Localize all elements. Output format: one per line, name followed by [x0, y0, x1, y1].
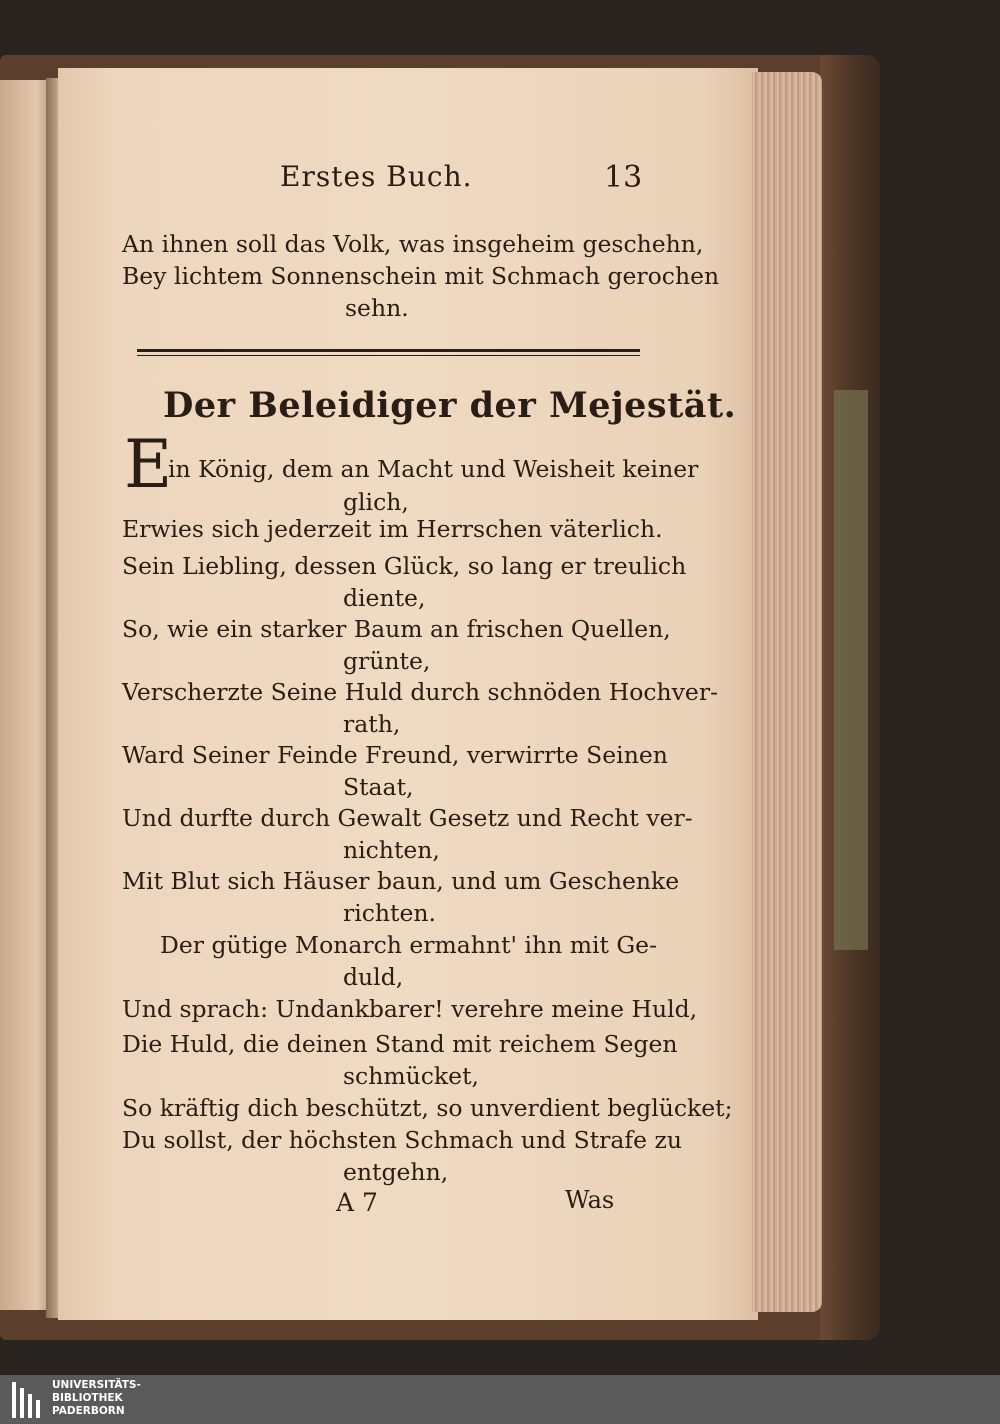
library-name-line: PADERBORN	[52, 1405, 125, 1417]
poem-line: So kräftig dich beschützt, so unverdient beglücket;	[122, 1094, 733, 1122]
running-head: Erstes Buch.	[280, 160, 473, 193]
poem-line: richten.	[343, 899, 437, 927]
poem-line: So, wie ein starker Baum an frischen Quellen,	[122, 615, 671, 643]
text-line: Bey lichtem Sonnenschein mit Schmach gerochen	[122, 262, 720, 290]
poem-line: Sein Liebling, dessen Glück, so lang er treulich	[122, 552, 687, 580]
poem-line: entgehn,	[343, 1158, 449, 1186]
left-page-edge	[0, 80, 52, 1310]
poem-line: rath,	[343, 710, 401, 738]
poem-line: Ward Seiner Feinde Freund, verwirrte Seinen	[122, 741, 668, 769]
poem-line: Und durfte durch Gewalt Gesetz und Recht ver-	[122, 804, 693, 832]
poem-line: glich,	[343, 488, 409, 516]
poem-line: Mit Blut sich Häuser baun, und um Geschenke	[122, 867, 680, 895]
poem-line: Staat,	[343, 773, 414, 801]
library-name-line: UNIVERSITÄTS-	[52, 1379, 141, 1391]
library-name-line: BIBLIOTHEK	[52, 1392, 123, 1404]
library-footer	[0, 1375, 1000, 1424]
section-rule	[137, 349, 640, 352]
poem-line: diente,	[343, 584, 426, 612]
poem-line: schmücket,	[343, 1062, 479, 1090]
library-name	[52, 1379, 141, 1418]
signature-mark: A 7	[336, 1188, 378, 1217]
poem-line: Erwies sich jederzeit im Herrschen väterlich.	[122, 515, 663, 543]
poem-line: Die Huld, die deinen Stand mit reichem Segen	[122, 1030, 678, 1058]
section-rule-thin	[137, 355, 640, 356]
page-number: 13	[604, 160, 643, 195]
poem-line: duld,	[343, 963, 404, 991]
spine-fabric	[834, 390, 868, 950]
text-line: sehn.	[345, 294, 409, 322]
page-edges	[752, 72, 822, 1312]
poem-line: Du sollst, der höchsten Schmach und Strafe zu	[122, 1126, 682, 1154]
poem-line: grünte,	[343, 647, 431, 675]
poem-line: nichten,	[343, 836, 440, 864]
poem-line: Der gütige Monarch ermahnt' ihn mit Ge-	[160, 931, 658, 959]
poem-line: Verscherzte Seine Huld durch schnöden Hochver-	[122, 678, 719, 706]
drop-cap: E	[124, 426, 173, 503]
poem-title: Der Beleidiger der Mejestät.	[163, 385, 737, 426]
library-logo-icon	[12, 1382, 46, 1418]
text-line: An ihnen soll das Volk, was insgeheim geschehn,	[122, 230, 704, 258]
poem-line: in König, dem an Macht und Weisheit keiner	[168, 455, 699, 483]
catchword: Was	[565, 1186, 615, 1214]
poem-line: Und sprach: Undankbarer! verehre meine Huld,	[122, 995, 698, 1023]
